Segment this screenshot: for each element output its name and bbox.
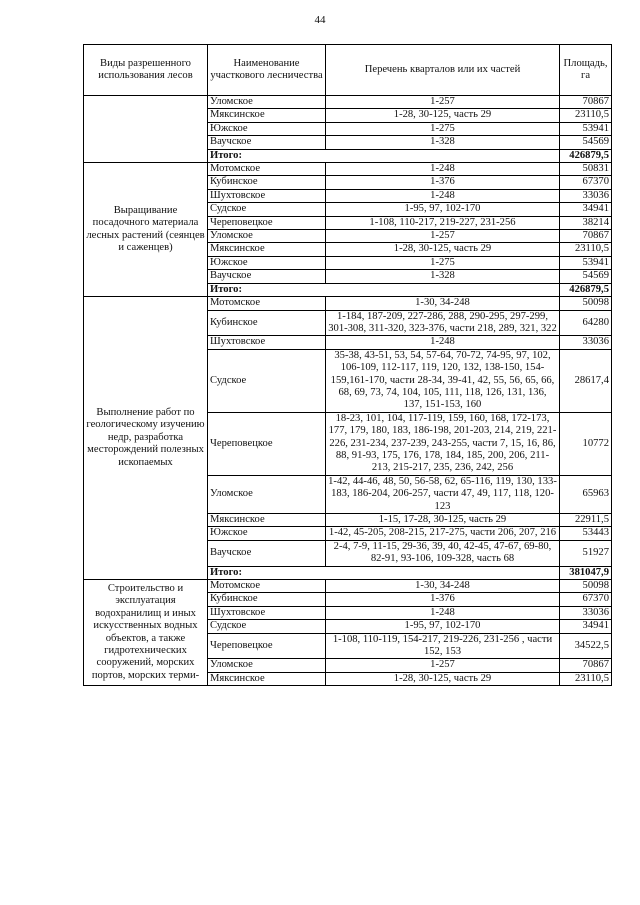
quarters-cell: 18-23, 101, 104, 117-119, 159, 160, 168, 172-173, 177, 179, 180, 183, 186-198, 201-203, 214, 219, 221-226, 231-234, 237-239, 243-255, части 7, 15, 16, 86, 88, 91-93, 175, 176, 178, 184, 185, 200, 206, 211-213, 215-217, 235, 236, 242, 256 <box>326 412 560 475</box>
table-row <box>84 297 612 310</box>
quarters-cell: 1-30, 34-248 <box>326 580 560 593</box>
forestry-cell: Уломское <box>208 230 326 243</box>
table-row <box>84 163 612 176</box>
area-cell: 34522,5 <box>560 633 612 659</box>
area-cell: 50098 <box>560 580 612 593</box>
quarters-cell: 1-108, 110-119, 154-217, 219-226, 231-256 , части 152, 153 <box>326 633 560 659</box>
quarters-cell: 1-275 <box>326 256 560 269</box>
area-cell: 33036 <box>560 606 612 619</box>
forestry-cell: Мяксинское <box>208 109 326 122</box>
area-cell: 70867 <box>560 659 612 672</box>
forestry-cell: Череповецкое <box>208 633 326 659</box>
area-cell: 28617,4 <box>560 349 612 412</box>
area-cell: 38214 <box>560 216 612 229</box>
use-type-cell: Строительство и эксплуатация водохранилищ и иных искусственных водных объектов, а также гидротехнических сооружений, морских портов, морских терми- <box>84 580 208 686</box>
table-row <box>84 580 612 593</box>
table-row <box>84 96 612 109</box>
quarters-cell: 1-328 <box>326 136 560 149</box>
forestry-cell: Мотомское <box>208 297 326 310</box>
area-cell: 10772 <box>560 412 612 475</box>
total-value: 426879,5 <box>560 149 612 162</box>
area-cell: 34941 <box>560 620 612 633</box>
quarters-cell: 1-28, 30-125, часть 29 <box>326 109 560 122</box>
area-cell: 22911,5 <box>560 514 612 527</box>
forestry-cell: Череповецкое <box>208 216 326 229</box>
total-label: Итого: <box>208 566 560 579</box>
quarters-cell: 1-95, 97, 102-170 <box>326 620 560 633</box>
quarters-cell: 2-4, 7-9, 11-15, 29-36, 39, 40, 42-45, 47-67, 69-80, 82-91, 93-106, 109-328, часть 68 <box>326 540 560 566</box>
forestry-cell: Ваучское <box>208 270 326 283</box>
area-cell: 70867 <box>560 230 612 243</box>
quarters-cell: 1-248 <box>326 336 560 349</box>
area-cell: 23110,5 <box>560 109 612 122</box>
area-cell: 34941 <box>560 203 612 216</box>
forestry-cell: Судское <box>208 620 326 633</box>
area-cell: 54569 <box>560 136 612 149</box>
quarters-cell: 1-257 <box>326 230 560 243</box>
area-cell: 67370 <box>560 176 612 189</box>
forestry-cell: Южское <box>208 527 326 540</box>
area-cell: 65963 <box>560 475 612 513</box>
use-type-cell: Выращивание посадочного материала лесных растений (сеянцев и саженцев) <box>84 163 208 297</box>
quarters-cell: 1-275 <box>326 122 560 135</box>
area-cell: 64280 <box>560 310 612 336</box>
area-cell: 23110,5 <box>560 243 612 256</box>
area-cell: 33036 <box>560 189 612 202</box>
quarters-cell: 1-15, 17-28, 30-125, часть 29 <box>326 514 560 527</box>
quarters-cell: 1-328 <box>326 270 560 283</box>
quarters-cell: 1-248 <box>326 189 560 202</box>
area-cell: 70867 <box>560 96 612 109</box>
quarters-cell: 1-376 <box>326 176 560 189</box>
forestry-cell: Южское <box>208 256 326 269</box>
header-forestry: Наименование участкового лесничества <box>208 45 326 96</box>
header-area: Площадь, га <box>560 45 612 96</box>
area-cell: 51927 <box>560 540 612 566</box>
total-label: Итого: <box>208 149 560 162</box>
forestry-cell: Уломское <box>208 96 326 109</box>
table-header-row <box>84 45 612 96</box>
forest-use-table <box>83 44 612 686</box>
area-cell: 50831 <box>560 163 612 176</box>
forestry-cell: Кубинское <box>208 310 326 336</box>
quarters-cell: 1-108, 110-217, 219-227, 231-256 <box>326 216 560 229</box>
use-type-cell: Выполнение работ по геологическому изучению недр, разработка месторождений полезных ископаемых <box>84 297 208 580</box>
forestry-cell: Шухтовское <box>208 336 326 349</box>
forestry-cell: Шухтовское <box>208 606 326 619</box>
page-number: 44 <box>314 14 326 26</box>
quarters-cell: 35-38, 43-51, 53, 54, 57-64, 70-72, 74-95, 97, 102, 106-109, 112-117, 119, 120, 132, 138-150, 154-159,161-170, части 28-34, 39-41, 42, 55, 56, 65, 66, 68, 69, 73, 74, 104, 105, 111, 118, 126, 131, 136, 137, 151-153, 160 <box>326 349 560 412</box>
total-label: Итого: <box>208 283 560 296</box>
forestry-cell: Судское <box>208 203 326 216</box>
area-cell: 54569 <box>560 270 612 283</box>
quarters-cell: 1-95, 97, 102-170 <box>326 203 560 216</box>
total-value: 381047,9 <box>560 566 612 579</box>
area-cell: 33036 <box>560 336 612 349</box>
header-use: Виды разрешенного использования лесов <box>84 45 208 96</box>
forestry-cell: Мяксинское <box>208 672 326 685</box>
forestry-cell: Мяксинское <box>208 514 326 527</box>
quarters-cell: 1-42, 45-205, 208-215, 217-275, части 206, 207, 216 <box>326 527 560 540</box>
forestry-cell: Шухтовское <box>208 189 326 202</box>
quarters-cell: 1-28, 30-125, часть 29 <box>326 243 560 256</box>
area-cell: 53443 <box>560 527 612 540</box>
quarters-cell: 1-248 <box>326 163 560 176</box>
quarters-cell: 1-42, 44-46, 48, 50, 56-58, 62, 65-116, 119, 130, 133-183, 186-204, 206-257, части 47, 49, 117, 118, 120-123 <box>326 475 560 513</box>
quarters-cell: 1-184, 187-209, 227-286, 288, 290-295, 297-299, 301-308, 311-320, 323-376, части 218, 289, 321, 322 <box>326 310 560 336</box>
area-cell: 53941 <box>560 122 612 135</box>
quarters-cell: 1-30, 34-248 <box>326 297 560 310</box>
forestry-cell: Ваучское <box>208 540 326 566</box>
forestry-cell: Кубинское <box>208 176 326 189</box>
area-cell: 50098 <box>560 297 612 310</box>
quarters-cell: 1-28, 30-125, часть 29 <box>326 672 560 685</box>
forestry-cell: Судское <box>208 349 326 412</box>
forestry-cell: Мяксинское <box>208 243 326 256</box>
forestry-cell: Череповецкое <box>208 412 326 475</box>
total-value: 426879,5 <box>560 283 612 296</box>
forestry-cell: Мотомское <box>208 163 326 176</box>
forestry-cell: Уломское <box>208 659 326 672</box>
quarters-cell: 1-257 <box>326 659 560 672</box>
area-cell: 53941 <box>560 256 612 269</box>
use-type-cell <box>84 96 208 163</box>
area-cell: 23110,5 <box>560 672 612 685</box>
table-body <box>84 96 612 686</box>
quarters-cell: 1-376 <box>326 593 560 606</box>
forestry-cell: Южское <box>208 122 326 135</box>
forestry-cell: Мотомское <box>208 580 326 593</box>
quarters-cell: 1-248 <box>326 606 560 619</box>
forestry-cell: Уломское <box>208 475 326 513</box>
forestry-cell: Кубинское <box>208 593 326 606</box>
header-quarters: Перечень кварталов или их частей <box>326 45 560 96</box>
forestry-cell: Ваучское <box>208 136 326 149</box>
quarters-cell: 1-257 <box>326 96 560 109</box>
area-cell: 67370 <box>560 593 612 606</box>
